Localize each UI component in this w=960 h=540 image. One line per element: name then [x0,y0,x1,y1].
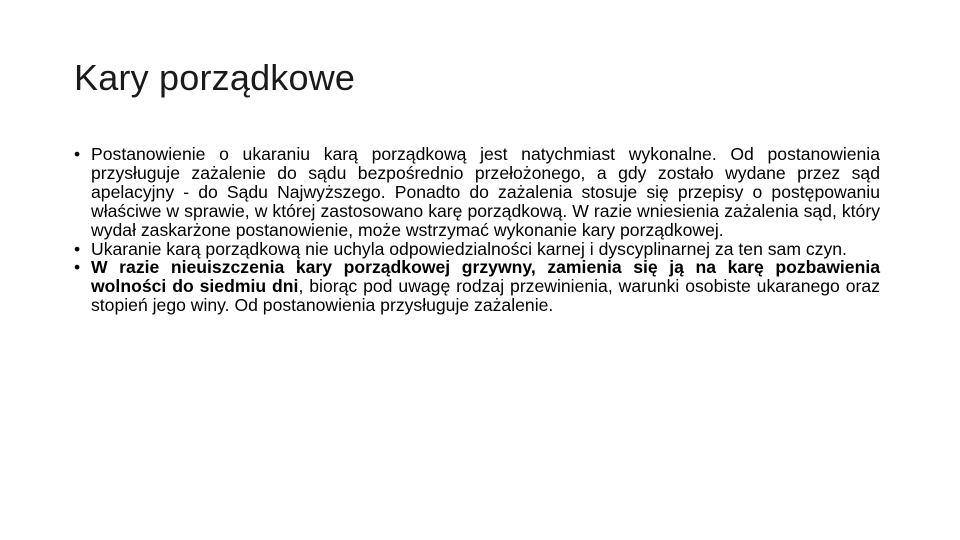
bullet-text: Postanowienie o ukaraniu karą porządkową jest natychmiast wykonalne. Od postanowienia przysługuje zażalenie do sądu bezpośrednio przełożonego, a gdy zostało wydane przez sąd apelacyjny - do Sądu Najwyższego. Ponadto do zażalenia stosuje się przepisy o postępowaniu właściwe w sprawie, w której zastosowano karę porządkową. W razie wniesienia zażalenia sąd, który wydał zaskarżone postanowienie, może wstrzymać wykonanie kary porządkowej. [91,144,880,240]
bullet-dot-icon: • [74,257,81,278]
bullet-text: Ukaranie karą porządkową nie uchyla odpowiedzialności karnej i dyscyplinarnej za ten sam czyn. [91,238,847,259]
bullet-dot-icon: • [74,144,81,164]
bullet-item-2 [74,240,880,259]
slide-title: Kary porządkowe [74,57,356,98]
bullet-list [74,145,880,315]
slide-content [74,145,880,315]
bullet-dot-icon: • [74,238,81,259]
bullet-item-1 [74,145,880,240]
bullet-text: , biorąc pod uwagę rodzaj przewinienia, warunki osobiste ukaranego oraz stopień jego winy. Od postanowienia przysługuje zażalenie. [91,276,880,316]
bullet-item-3 [74,258,880,315]
bullet-bold-text: W razie nieuiszczenia kary porządkowej grzywny, zamienia się ją na karę pozbawienia wolności do siedmiu dni [91,257,880,297]
